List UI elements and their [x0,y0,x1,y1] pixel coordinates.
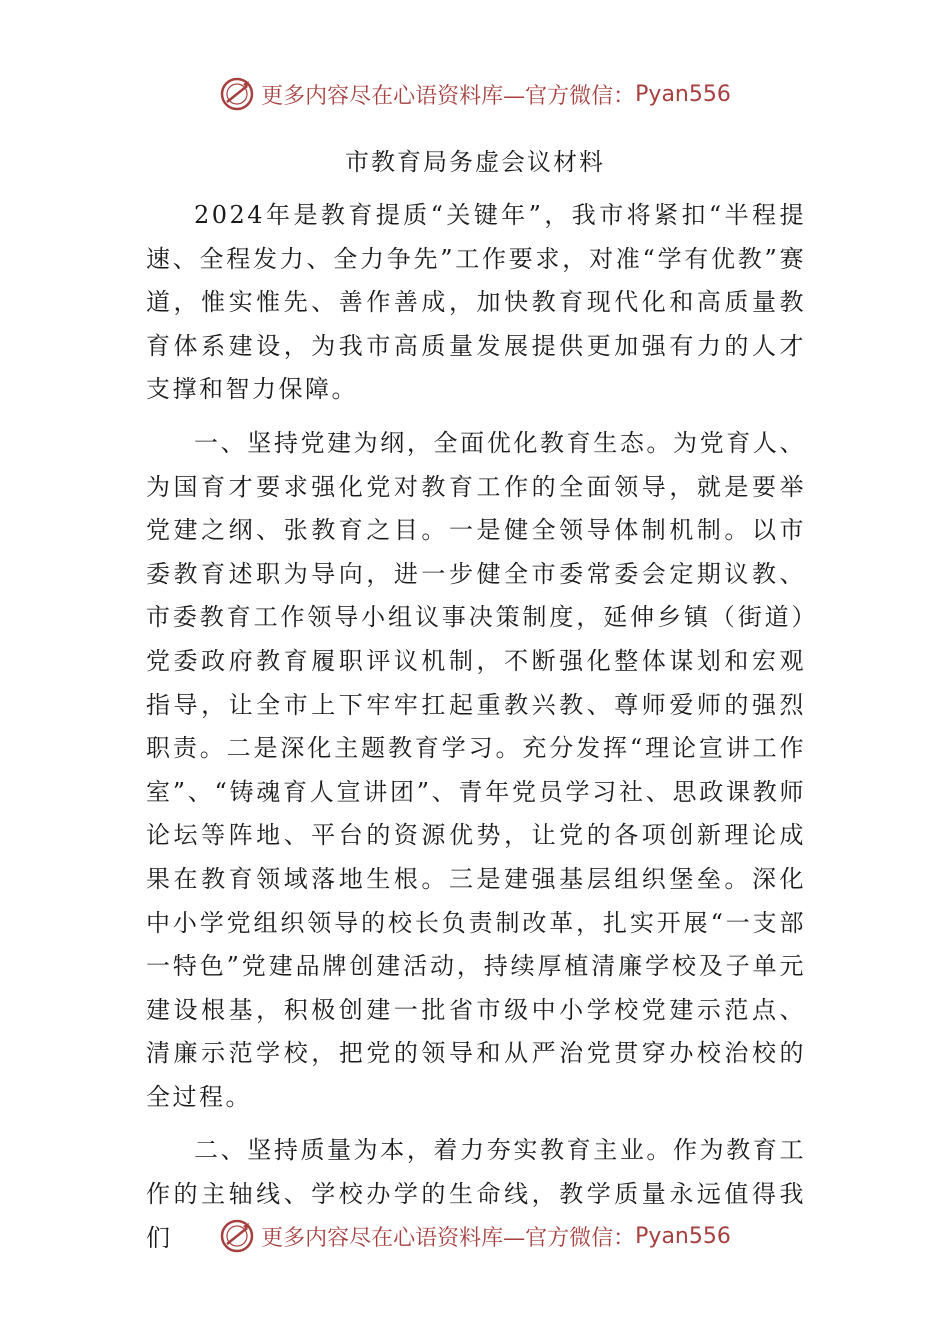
seal-logo-icon [219,1218,255,1254]
paragraph-intro: 2024年是教育提质“关键年”，我市将紧扣“半程提速、全程发力、全力争先”工作要求，对准“学有优教”赛道，惟实惟先、善作善成，加快教育现代化和高质量教育体系建设，为我市高质量发展提供更加强有力的人才支撑和智力保障。 [146,201,806,404]
watermark-id: Pyan556 [635,81,731,107]
paragraph-section-two: 二、坚持质量为本，着力夯实教育主业。作为教育工作的主轴线、学校办学的生命线，教学质量永远值得我们 [146,1136,806,1252]
watermark-banner-top [0,74,950,114]
document-title: 市教育局务虚会议材料 [345,148,605,176]
watermark-id: Pyan556 [635,1223,731,1249]
paragraph-section-one: 一、坚持党建为纲，全面优化教育生态。为党育人、为国育才要求强化党对教育工作的全面领导，就是要举党建之纲、张教育之目。一是健全领导体制机制。以市委教育述职为导向，进一步健全市委常委会定期议教、市委教育工作领导小组议事决策制度，延伸乡镇（街道）党委政府教育履职评议机制，不断强化整体谋划和宏观指导，让全市上下牢牢扛起重教兴教、尊师爱师的强烈职责。二是深化主题教育学习。充分发挥“理论宣讲工作室”、“铸魂育人宣讲团”、青年党员学习社、思政课教师论坛等阵地、平台的资源优势，让党的各项创新理论成果在教育领域落地生根。三是建强基层组织堡垒。深化中小学党组织领导的校长负责制改革，扎实开展“一支部一特色”党建品牌创建活动，持续厚植清廉学校及子单元建设根基，积极创建一批省市级中小学校党建示范点、清廉示范学校，把党的领导和从严治党贯穿办校治校的全过程。 [146,428,806,1111]
watermark-text: 更多内容尽在心语资料库—官方微信： [261,83,636,109]
watermark-text: 更多内容尽在心语资料库—官方微信： [261,1225,636,1251]
seal-logo-icon [219,76,255,112]
watermark-banner-bottom [0,1216,950,1256]
document-body [146,194,806,1260]
